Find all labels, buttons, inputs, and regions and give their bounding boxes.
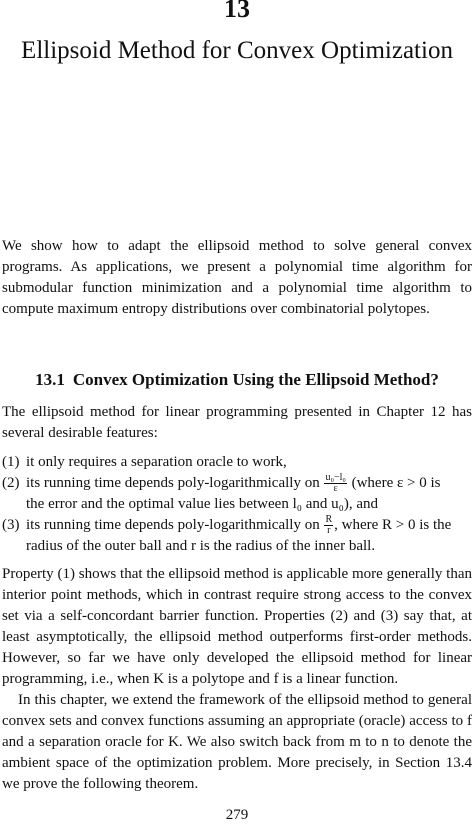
feature-marker: (2) — [2, 475, 20, 491]
chapter-title: Ellipsoid Method for Convex Optimization — [21, 37, 453, 64]
feature-item-2 — [2, 473, 472, 515]
feature-text: , where R > 0 is the — [334, 517, 452, 534]
feature-marker: (3) — [2, 517, 20, 534]
feature-text-continued: the error and the optimal value lies between l₀ and u₀), and — [26, 496, 379, 513]
page-number: 279 — [225, 807, 249, 823]
chapter-abstract: We show how to adapt the ellipsoid method to solve general convex programs. As applications, we present a polynomial time algorithm for submodular function minimization and a polynomial time algorithm to compute maximum entropy distributions over combinatorial polytopes. — [2, 238, 472, 317]
feature-text: its running time depends poly-logarithmically on — [26, 517, 320, 534]
fraction — [324, 473, 346, 494]
fraction — [324, 515, 333, 536]
section-number: 13.1 — [35, 370, 65, 389]
feature-item-3 — [2, 515, 472, 557]
fraction-denominator: ε — [333, 483, 338, 495]
intro-paragraph: The ellipsoid method for linear programming presented in Chapter 12 has several desirable features: — [2, 404, 472, 441]
feature-marker: (1) — [2, 454, 20, 470]
feature-text: (where ε > 0 is — [351, 475, 441, 491]
feature-text: its running time depends poly-logarithmically on — [26, 475, 320, 491]
feature-list — [2, 452, 472, 557]
fraction-numerator: R — [325, 514, 333, 526]
feature-item-1 — [2, 452, 472, 473]
body-paragraph-2: In this chapter, we extend the framework of the ellipsoid method to general convex sets and convex functions assuming an appropriate (oracle) access to f and a separation oracle for K. We also switch back from m to n to denote the ambient space of the optimization problem. More precisely, in Section 13.4 we prove the following theorem. — [2, 692, 472, 792]
section-heading — [0, 369, 474, 391]
fraction-denominator: r — [327, 525, 331, 537]
chapter-number: 13 — [224, 0, 250, 23]
feature-text-continued: radius of the outer ball and r is the radius of the inner ball. — [26, 538, 376, 555]
feature-text: it only requires a separation oracle to work, — [26, 454, 287, 470]
body-paragraph-1: Property (1) shows that the ellipsoid method is applicable more generally than interior point methods, which in contrast require strong access to the convex set via a self-concordant barrier function. Properties (2) and (3) say that, at least asymptotically, the ellipsoid method outperforms first-order methods. However, so far we have only developed the ellipsoid method for linear programming, i.e., when K is a polytope and f is a linear function. — [2, 566, 472, 687]
fraction-numerator: u₀−l₀ — [325, 472, 346, 484]
section-title: Convex Optimization Using the Ellipsoid Method? — [72, 370, 439, 389]
